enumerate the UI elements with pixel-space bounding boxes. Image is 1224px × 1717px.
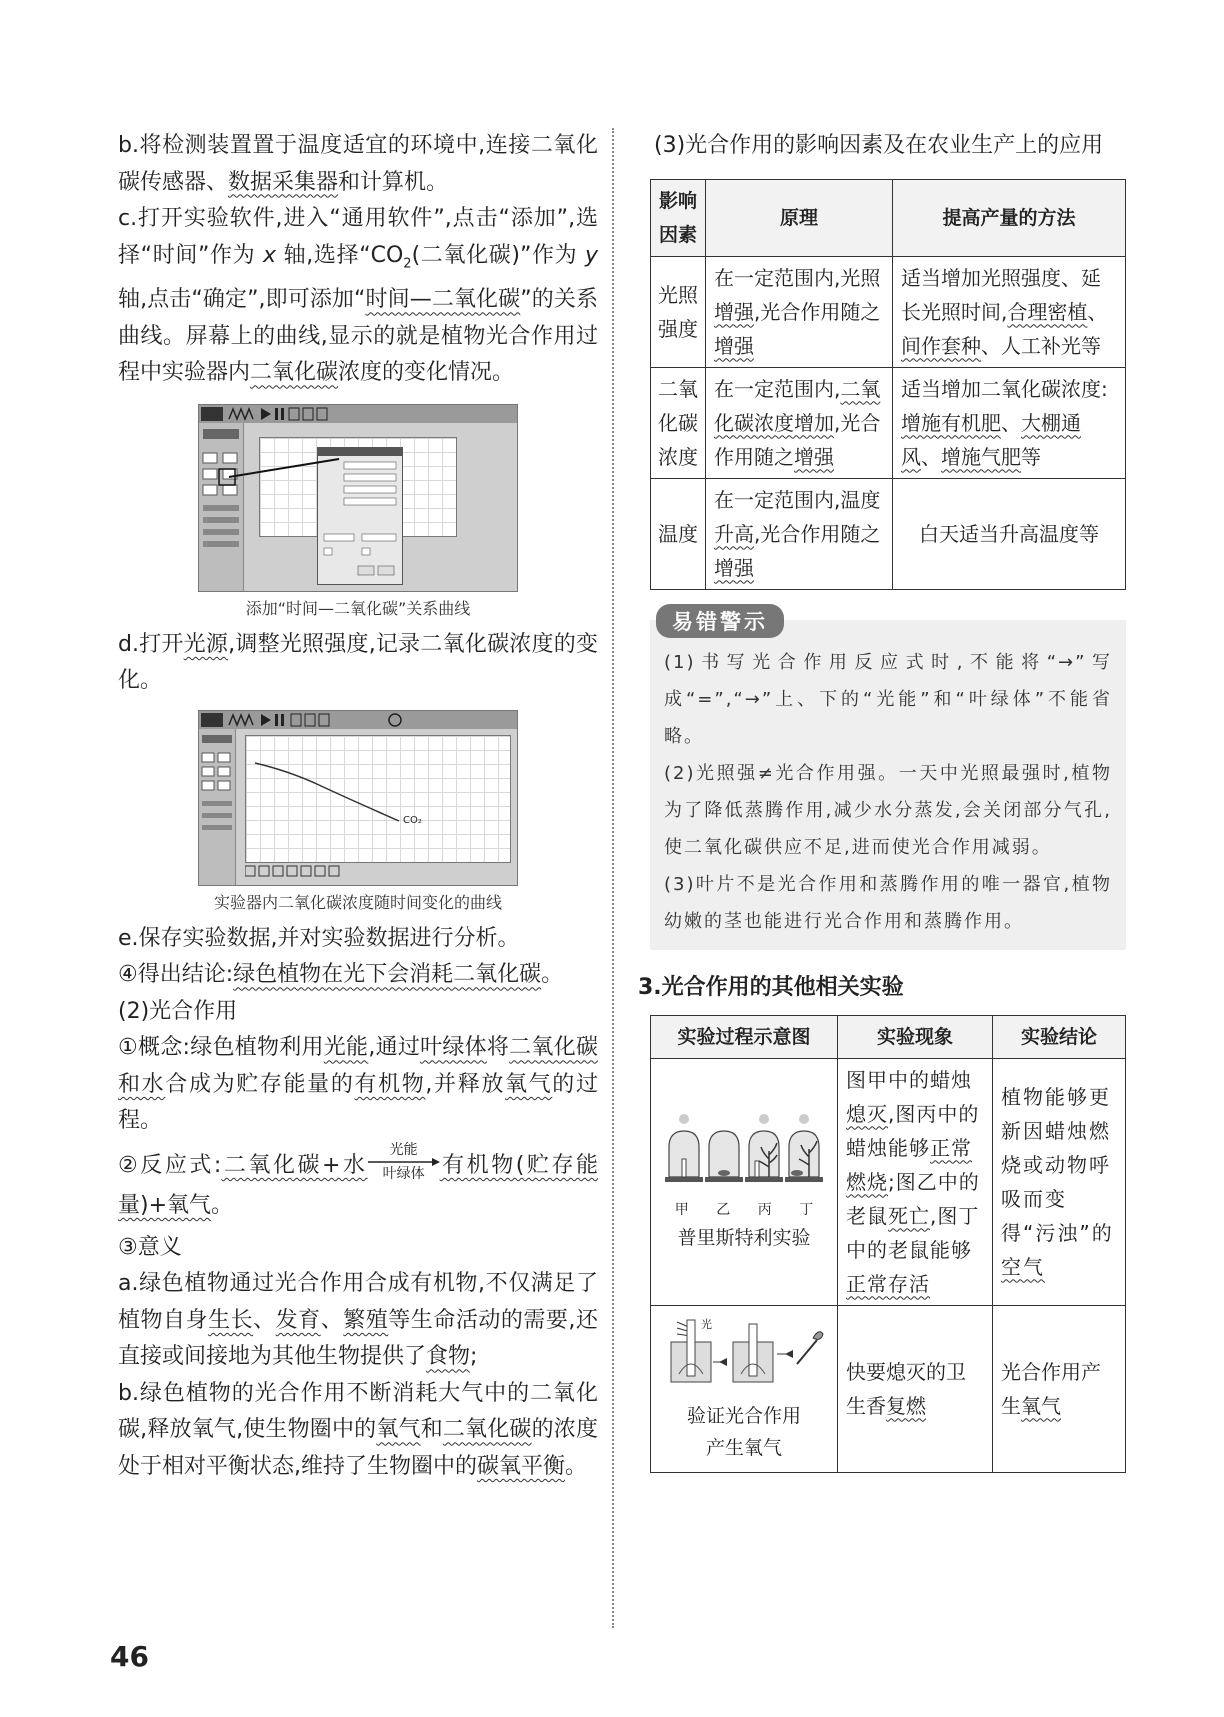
text: 轴,点击“确定”,即可添加“: [118, 287, 366, 313]
warning-item: (1)书写光合作用反应式时,不能将“→”写成“=”,“→”上、下的“光能”和“叶绿体”不能省略。: [664, 651, 1112, 747]
software-screenshot-add-curve: [198, 404, 518, 592]
factor-cell: 光照强度: [651, 256, 706, 367]
text: ,并释放: [425, 1071, 505, 1097]
table-row: [651, 478, 1126, 589]
diagram-caption: 验证光合作用产生氧气: [686, 1404, 801, 1459]
table-header-row: [651, 1015, 1126, 1058]
keyword: 生长: [208, 1307, 254, 1333]
keyword: 正常燃烧: [846, 1135, 972, 1194]
text: 。: [211, 1192, 234, 1218]
text: 适当增加二氧化碳浓度:: [901, 376, 1108, 401]
keyword: 增强: [794, 444, 834, 469]
keyword: 升高: [714, 521, 754, 546]
keyword: 二氧化碳和水: [118, 1035, 598, 1097]
meaning-a: [118, 1266, 598, 1376]
subscript: 2: [403, 255, 412, 271]
text: ②反应式:: [118, 1152, 222, 1178]
phenomenon-cell: [838, 1305, 993, 1472]
keyword: 熄灭: [846, 1101, 888, 1126]
text: 的浓度处于相对平衡状态,维持了生物圈中的: [118, 1417, 598, 1479]
text: 。: [565, 1453, 588, 1479]
text: 在一定范围内,温度: [714, 487, 881, 512]
conclusion: [118, 957, 598, 994]
text: 等: [1021, 444, 1041, 469]
diagram-caption: 普里斯特利实验: [677, 1226, 811, 1249]
co2-curve: [199, 711, 517, 885]
text: 合成为贮存能量的: [165, 1071, 355, 1097]
table-row: [651, 256, 1126, 367]
text: 将: [486, 1035, 510, 1061]
step-d: [118, 627, 598, 700]
jar-label: 丙: [757, 1201, 772, 1218]
left-column: [118, 128, 598, 1485]
text: ,光合作用随之: [754, 521, 881, 546]
step-e: e.保存实验数据,并对实验数据进行分析。: [118, 925, 520, 951]
text: 、: [921, 444, 941, 469]
table-row: [651, 1305, 1126, 1472]
bottom-buttons: [245, 865, 365, 879]
right-column: [638, 128, 1126, 1473]
jar-label: 丁: [799, 1201, 814, 1218]
text: ①概念:绿色植物利用: [118, 1035, 324, 1061]
conclusion-cell: [993, 1305, 1126, 1472]
factor-cell: 温度: [651, 478, 706, 589]
text: ,光合作用随之: [754, 299, 881, 324]
text: (二氧化碳)”作为: [411, 242, 585, 268]
text: b.将检测装置置于温度适宜的环境中,连接二氧化碳传感器、: [118, 133, 598, 195]
text: 。: [541, 962, 564, 988]
section-title: (2)光合作用: [118, 998, 238, 1024]
text: ,光合作用随之: [714, 410, 881, 469]
keyword: 发育: [275, 1307, 321, 1333]
keyword: 增施气肥: [941, 444, 1021, 469]
text: ;图乙中的老鼠: [846, 1169, 980, 1228]
keyword: 空气: [1001, 1254, 1045, 1279]
keyword: 光能: [323, 1035, 369, 1061]
text: b.绿色植物的光合作用不断消耗大气中的二氧化碳,释放氧气,使生物圈中的: [118, 1380, 598, 1443]
text: 和: [420, 1417, 443, 1443]
keyword: 合理密植: [1007, 299, 1088, 324]
bell-jar-diagram: [661, 1111, 827, 1191]
keyword: 间作套种: [901, 333, 981, 358]
reaction-arrow: [368, 1142, 440, 1182]
text: ④得出结论:: [118, 962, 234, 988]
experiments-table: [650, 1015, 1126, 1473]
keyword: 复燃: [886, 1393, 926, 1418]
text: ”的关系曲线。屏幕上的曲线,显示的就是植物光合作用过程中实验器内: [118, 287, 598, 386]
text: 、: [320, 1307, 344, 1333]
text: 、人工补光等: [981, 333, 1101, 358]
method-cell: [893, 256, 1126, 367]
concept: [118, 1030, 598, 1140]
text: 植物能够更新因蜡烛燃烧或动物呼吸而变得“污浊”的: [1001, 1084, 1114, 1245]
figure-caption: 实验器内二氧化碳浓度随时间变化的曲线: [213, 892, 502, 912]
text: 等生命活动的需要,还直接或间接地为其他生物提供了: [118, 1307, 598, 1370]
section-title: (3)光合作用的影响因素及在农业生产上的应用: [654, 133, 1104, 158]
text: ;: [470, 1344, 478, 1370]
arrow-top-label: 光能: [389, 1141, 418, 1158]
figure-caption: 添加“时间—二氧化碳”关系曲线: [245, 598, 471, 618]
text: d.打开: [118, 631, 184, 657]
keyword: 二氧化碳: [250, 360, 339, 386]
warning-item: (3)叶片不是光合作用和蒸腾作用的唯一器官,植物幼嫩的茎也能进行光合作用和蒸腾作用。: [664, 873, 1112, 932]
text: 的过程。: [118, 1071, 598, 1134]
keyword: 叶绿体: [420, 1035, 487, 1061]
header-cell: 实验结论: [993, 1015, 1126, 1058]
principle-cell: [706, 256, 893, 367]
keyword: 正常存活: [846, 1271, 930, 1296]
text: 图甲中的蜡烛: [846, 1067, 972, 1092]
keyword: 数据采集器: [228, 169, 339, 195]
text: 和计算机。: [338, 169, 449, 195]
factors-table: [650, 179, 1126, 590]
text: ,通过: [368, 1035, 421, 1061]
header-cell: 提高产量的方法: [893, 179, 1126, 256]
oxygen-experiment-diagram: [661, 1314, 827, 1386]
text: ,图丙中的蜡烛能够: [846, 1101, 980, 1160]
arrow-bottom-label: 叶绿体: [382, 1165, 425, 1182]
warning-title: 易错警示: [656, 604, 784, 638]
step-b: [118, 128, 598, 201]
y-axis-symbol: y: [584, 242, 598, 268]
keyword: 二氧化碳: [442, 1417, 532, 1443]
text: 、: [1087, 299, 1108, 324]
phenomenon-cell: [838, 1058, 993, 1305]
meaning-b: [118, 1376, 598, 1486]
pointer-line: [199, 405, 517, 591]
jar-labels: [661, 1201, 827, 1219]
jar-label: 甲: [674, 1201, 689, 1218]
principle-cell: [706, 478, 893, 589]
keyword: 死亡: [888, 1203, 930, 1228]
keyword: 增强: [714, 299, 754, 324]
keyword: 食物: [426, 1344, 471, 1370]
text: 适当增加光照强度、延长光照时间,: [901, 265, 1101, 324]
keyword: 增强: [714, 333, 754, 358]
table-row: [651, 367, 1126, 478]
header-cell: 实验现象: [838, 1015, 993, 1058]
section-title: 3.光合作用的其他相关实验: [638, 974, 904, 1000]
meaning-title: ③意义: [118, 1234, 182, 1260]
light-label: 光: [701, 1317, 712, 1331]
reaction-equation: [118, 1141, 598, 1226]
text: 在一定范围内,: [714, 376, 841, 401]
text: 浓度的变化情况。: [338, 360, 515, 386]
text: 、: [253, 1307, 276, 1333]
keyword: 有机物: [354, 1071, 426, 1097]
keyword: 繁殖: [343, 1307, 389, 1333]
text: 光合作用产生: [1001, 1359, 1101, 1418]
keyword: 氧气: [505, 1071, 553, 1097]
column-divider: [612, 128, 614, 1628]
header-cell: 实验过程示意图: [651, 1015, 838, 1058]
factor-cell: 二氧化碳浓度: [651, 367, 706, 478]
keyword: 光源: [183, 631, 229, 657]
keyword: 增施有机肥: [901, 410, 1001, 435]
jar-label: 乙: [716, 1201, 731, 1218]
curve-label: CO₂: [403, 814, 422, 826]
keyword: 碳氧平衡: [477, 1453, 566, 1479]
text: a.绿色植物通过光合作用合成有机物,不仅满足了植物自身: [118, 1271, 598, 1333]
text: 轴,选择“CO: [276, 242, 404, 268]
co2-curve-screenshot: [198, 710, 518, 886]
products: 有机物(贮存能量)+氧气: [118, 1152, 598, 1218]
text: 快要熄灭的卫生香: [846, 1359, 966, 1418]
page-number: 46: [110, 1640, 149, 1673]
principle-cell: [706, 367, 893, 478]
arrow-icon: [368, 1158, 440, 1166]
keyword: 氧气: [376, 1417, 421, 1443]
table-row: [651, 1058, 1126, 1305]
text: 、: [1001, 410, 1021, 435]
warning-item: (2)光照强≠光合作用强。一天中光照最强时,植物为了降低蒸腾作用,减少水分蒸发,会关闭部分气孔,使二氧化碳供应不足,进而使光合作用减弱。: [664, 762, 1112, 858]
diagram-cell: [651, 1058, 838, 1305]
method-cell: 白天适当升高温度等: [893, 478, 1126, 589]
method-cell: [893, 367, 1126, 478]
header-cell: 原理: [706, 179, 893, 256]
reactants: 二氧化碳+水: [221, 1152, 368, 1178]
diagram-cell: [651, 1305, 838, 1472]
keyword: 时间—二氧化碳: [365, 287, 521, 313]
warning-box: [650, 609, 1126, 950]
text: ,图丁中的老鼠能够: [846, 1203, 980, 1262]
text: 在一定范围内,光照: [714, 265, 881, 290]
text: c.打开实验软件,进入“通用软件”,点击“添加”,选择“时间”作为: [118, 206, 598, 268]
table-header-row: [651, 179, 1126, 256]
x-axis-symbol: x: [262, 242, 276, 268]
keyword: 大棚通风: [901, 410, 1081, 469]
conclusion-cell: [993, 1058, 1126, 1305]
keyword: 绿色植物在光下会消耗二氧化碳: [233, 962, 542, 988]
header-cell: 影响因素: [651, 179, 706, 256]
keyword: 氧气: [1021, 1393, 1061, 1418]
step-c: [118, 201, 598, 392]
keyword: 二氧化碳浓度增加: [714, 376, 881, 435]
keyword: 增强: [714, 555, 754, 580]
text: ,调整光照强度,记录二氧化碳浓度的变化。: [118, 631, 598, 694]
